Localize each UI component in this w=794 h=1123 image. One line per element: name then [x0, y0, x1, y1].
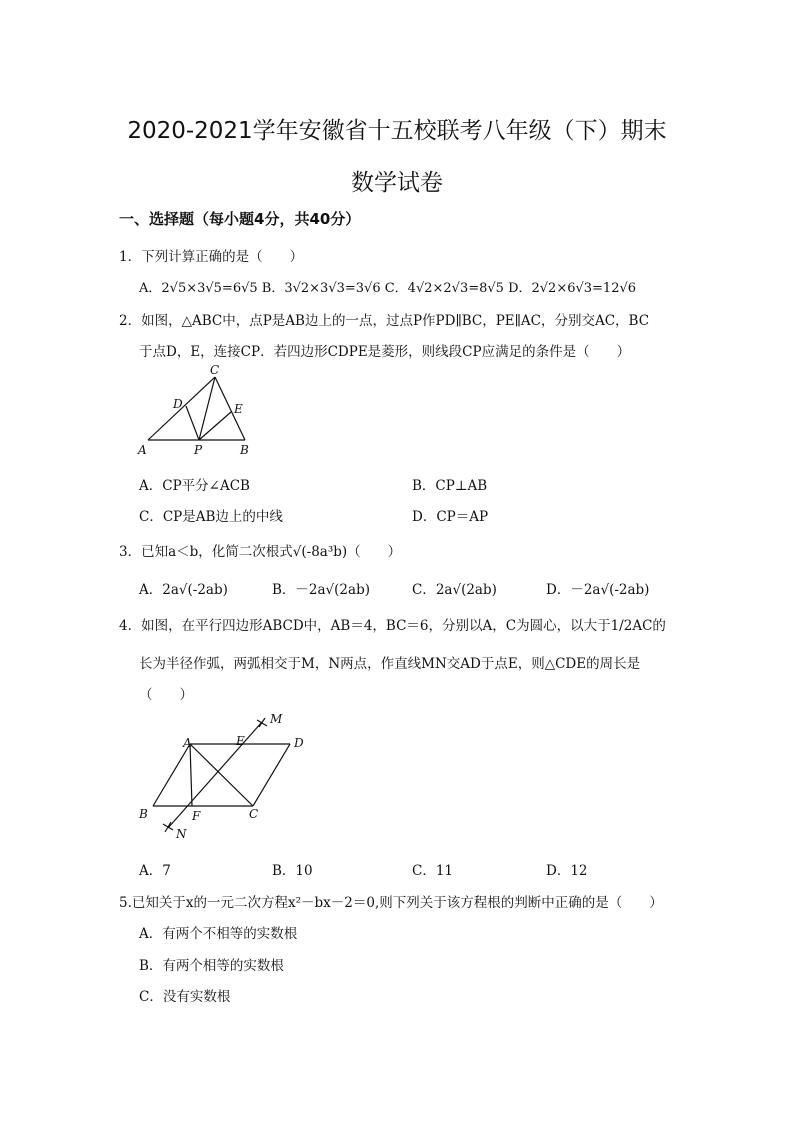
q2-option-b: B．CP⊥AB — [412, 478, 488, 494]
section-heading: 一、选择题（每小题4分，共40分） — [119, 210, 361, 228]
q5-option-b: B．有两个相等的实数根 — [139, 958, 284, 974]
q2-option-a: A．CP平分∠ACB — [139, 478, 250, 494]
q4-stem-line1: 4．如图，在平行四边形ABCD中，AB＝4，BC＝6，分别以A，C为圆心，以大于1/2AC的 — [119, 618, 666, 634]
q3-stem: 3．已知a＜b，化简二次根式√(-8a³b)（ ） — [119, 544, 402, 560]
q3-option-b: B．－2a√(2ab) — [272, 582, 370, 598]
q4-stem-line2: 长为半径作弧，两弧相交于M，N两点，作直线MN交AD于点E，则△CDE的周长是 — [139, 656, 641, 672]
segment-PD — [186, 406, 199, 440]
label-D: D — [294, 736, 304, 750]
label-N: N — [176, 827, 187, 841]
segment-AB — [153, 744, 190, 806]
q1-options: A．2√5×3√5=6√5 B．3√2×3√3=3√6 C．4√2×2√3=8√5 D．2√2×6√3=12√6 — [139, 281, 637, 296]
q1-stem: 1．下列计算正确的是（ ） — [119, 249, 304, 265]
q5-option-a: A．有两个不相等的实数根 — [139, 926, 298, 942]
segment-CP — [199, 377, 215, 440]
q2-stem-line1: 2．如图，△ABC中，点P是AB边上的一点，过点P作PD∥BC，PE∥AC，分别交AC，BC — [119, 313, 650, 329]
q4-stem-line3: （ ） — [139, 687, 193, 703]
label-E: E — [236, 734, 245, 748]
page-title: 2020-2021学年安徽省十五校联考八年级（下）期末 — [127, 118, 667, 144]
q3-option-a: A．2a√(-2ab) — [139, 582, 228, 598]
label-F: F — [192, 809, 201, 823]
q4-option-b: B．10 — [272, 863, 313, 879]
label-D: D — [173, 397, 183, 411]
page-subtitle: 数学试卷 — [351, 170, 443, 196]
label-A: A — [183, 736, 192, 750]
segment-AF — [190, 744, 192, 806]
label-P: P — [194, 443, 203, 457]
q2-option-d: D．CP＝AP — [412, 509, 489, 525]
q3-option-c: C．2a√(2ab) — [412, 582, 497, 598]
q4-parallelogram-figure — [130, 708, 320, 848]
segment-DC — [253, 744, 290, 806]
q4-option-a: A．7 — [139, 863, 171, 879]
label-B: B — [240, 443, 249, 457]
label-M: M — [270, 712, 283, 726]
segment-AC — [190, 744, 253, 806]
segment-PE — [199, 412, 231, 440]
q5-option-c: C．没有实数根 — [139, 989, 231, 1005]
label-E: E — [234, 402, 243, 416]
q2-stem-line2: 于点D，E，连接CP．若四边形CDPE是菱形，则线段CP应满足的条件是（ ） — [139, 344, 631, 360]
q4-option-c: C．11 — [412, 863, 454, 879]
label-C: C — [210, 363, 220, 377]
q3-option-d: D．－2a√(-2ab) — [546, 582, 650, 598]
q2-triangle-figure — [130, 362, 270, 462]
label-A: A — [138, 443, 147, 457]
q4-option-d: D．12 — [546, 863, 588, 879]
label-C: C — [249, 807, 259, 821]
q5-stem: 5.已知关于x的一元二次方程x²－bx－2＝0,则下列关于该方程根的判断中正确的是（ ） — [119, 895, 663, 911]
q2-option-c: C．CP是AB边上的中线 — [139, 509, 283, 525]
label-B: B — [139, 807, 148, 821]
